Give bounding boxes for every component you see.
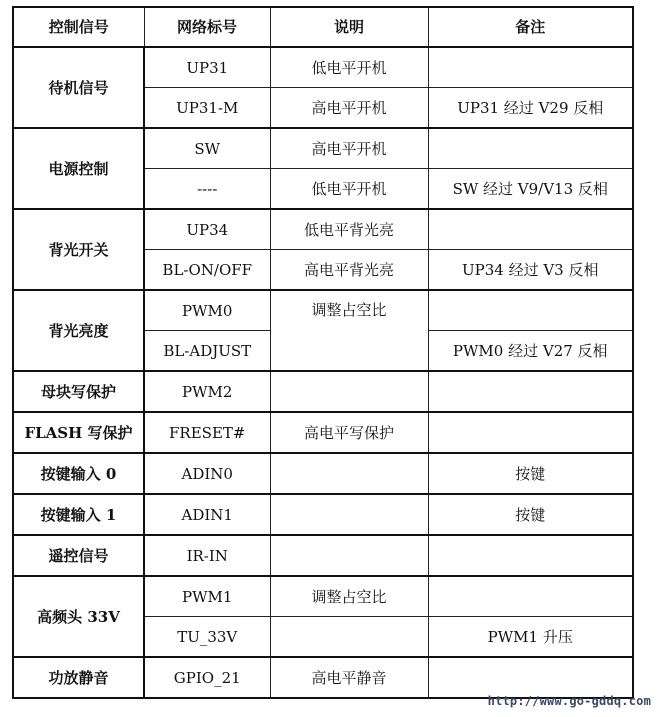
signal-name: 功放静音 (13, 657, 144, 698)
description: 调整占空比 (270, 576, 428, 617)
note (428, 657, 633, 698)
net-label: IR-IN (144, 535, 270, 576)
signal-name: FLASH 写保护 (13, 412, 144, 453)
table-row (13, 657, 633, 698)
description: 高电平写保护 (270, 412, 428, 453)
net-label: PWM0 (144, 290, 270, 331)
description (270, 494, 428, 535)
note: 按键 (428, 494, 633, 535)
net-label: PWM1 (144, 576, 270, 617)
table-row (13, 209, 633, 250)
table-row (13, 412, 633, 453)
header-description: 说明 (270, 7, 428, 47)
table-row (13, 494, 633, 535)
description: 高电平开机 (270, 88, 428, 129)
signal-name: 背光亮度 (13, 290, 144, 371)
net-label: ADIN1 (144, 494, 270, 535)
signal-name: 高频头 33V (13, 576, 144, 657)
table-row (13, 576, 633, 617)
signal-table (12, 6, 634, 699)
net-label: UP34 (144, 209, 270, 250)
note (428, 576, 633, 617)
note (428, 290, 633, 331)
note (428, 209, 633, 250)
note: PWM1 升压 (428, 617, 633, 658)
description: 高电平静音 (270, 657, 428, 698)
note (428, 47, 633, 88)
signal-name: 背光开关 (13, 209, 144, 290)
description (270, 535, 428, 576)
note: UP31 经过 V29 反相 (428, 88, 633, 129)
net-label: FRESET# (144, 412, 270, 453)
table-header-row (13, 7, 633, 47)
net-label: SW (144, 128, 270, 169)
note (428, 128, 633, 169)
signal-name: 待机信号 (13, 47, 144, 128)
table-row (13, 535, 633, 576)
note (428, 535, 633, 576)
note: UP34 经过 V3 反相 (428, 250, 633, 291)
description (270, 453, 428, 494)
signal-name: 按键输入 1 (13, 494, 144, 535)
description: 低电平开机 (270, 169, 428, 210)
table-row (13, 47, 633, 88)
description: 高电平背光亮 (270, 250, 428, 291)
header-net-label: 网络标号 (144, 7, 270, 47)
table-row (13, 290, 633, 331)
note: 按键 (428, 453, 633, 494)
net-label: GPIO_21 (144, 657, 270, 698)
net-label: PWM2 (144, 371, 270, 412)
note: SW 经过 V9/V13 反相 (428, 169, 633, 210)
net-label: UP31-M (144, 88, 270, 129)
signal-name: 母块写保护 (13, 371, 144, 412)
description: 低电平背光亮 (270, 209, 428, 250)
note (428, 412, 633, 453)
description: 高电平开机 (270, 128, 428, 169)
net-label: TU_33V (144, 617, 270, 658)
table-row (13, 128, 633, 169)
net-label: ---- (144, 169, 270, 210)
signal-name: 按键输入 0 (13, 453, 144, 494)
signal-table-container (12, 6, 632, 699)
net-label: ADIN0 (144, 453, 270, 494)
description: 低电平开机 (270, 47, 428, 88)
table-row (13, 371, 633, 412)
website-watermark: http://www.go-gddq.com (487, 694, 651, 708)
header-control-signal: 控制信号 (13, 7, 144, 47)
description (270, 617, 428, 658)
net-label: BL-ADJUST (144, 331, 270, 372)
signal-name: 电源控制 (13, 128, 144, 209)
header-note: 备注 (428, 7, 633, 47)
note (428, 371, 633, 412)
table-row (13, 453, 633, 494)
description: 调整占空比 (270, 290, 428, 371)
signal-name: 遥控信号 (13, 535, 144, 576)
net-label: BL-ON/OFF (144, 250, 270, 291)
description (270, 371, 428, 412)
note: PWM0 经过 V27 反相 (428, 331, 633, 372)
net-label: UP31 (144, 47, 270, 88)
